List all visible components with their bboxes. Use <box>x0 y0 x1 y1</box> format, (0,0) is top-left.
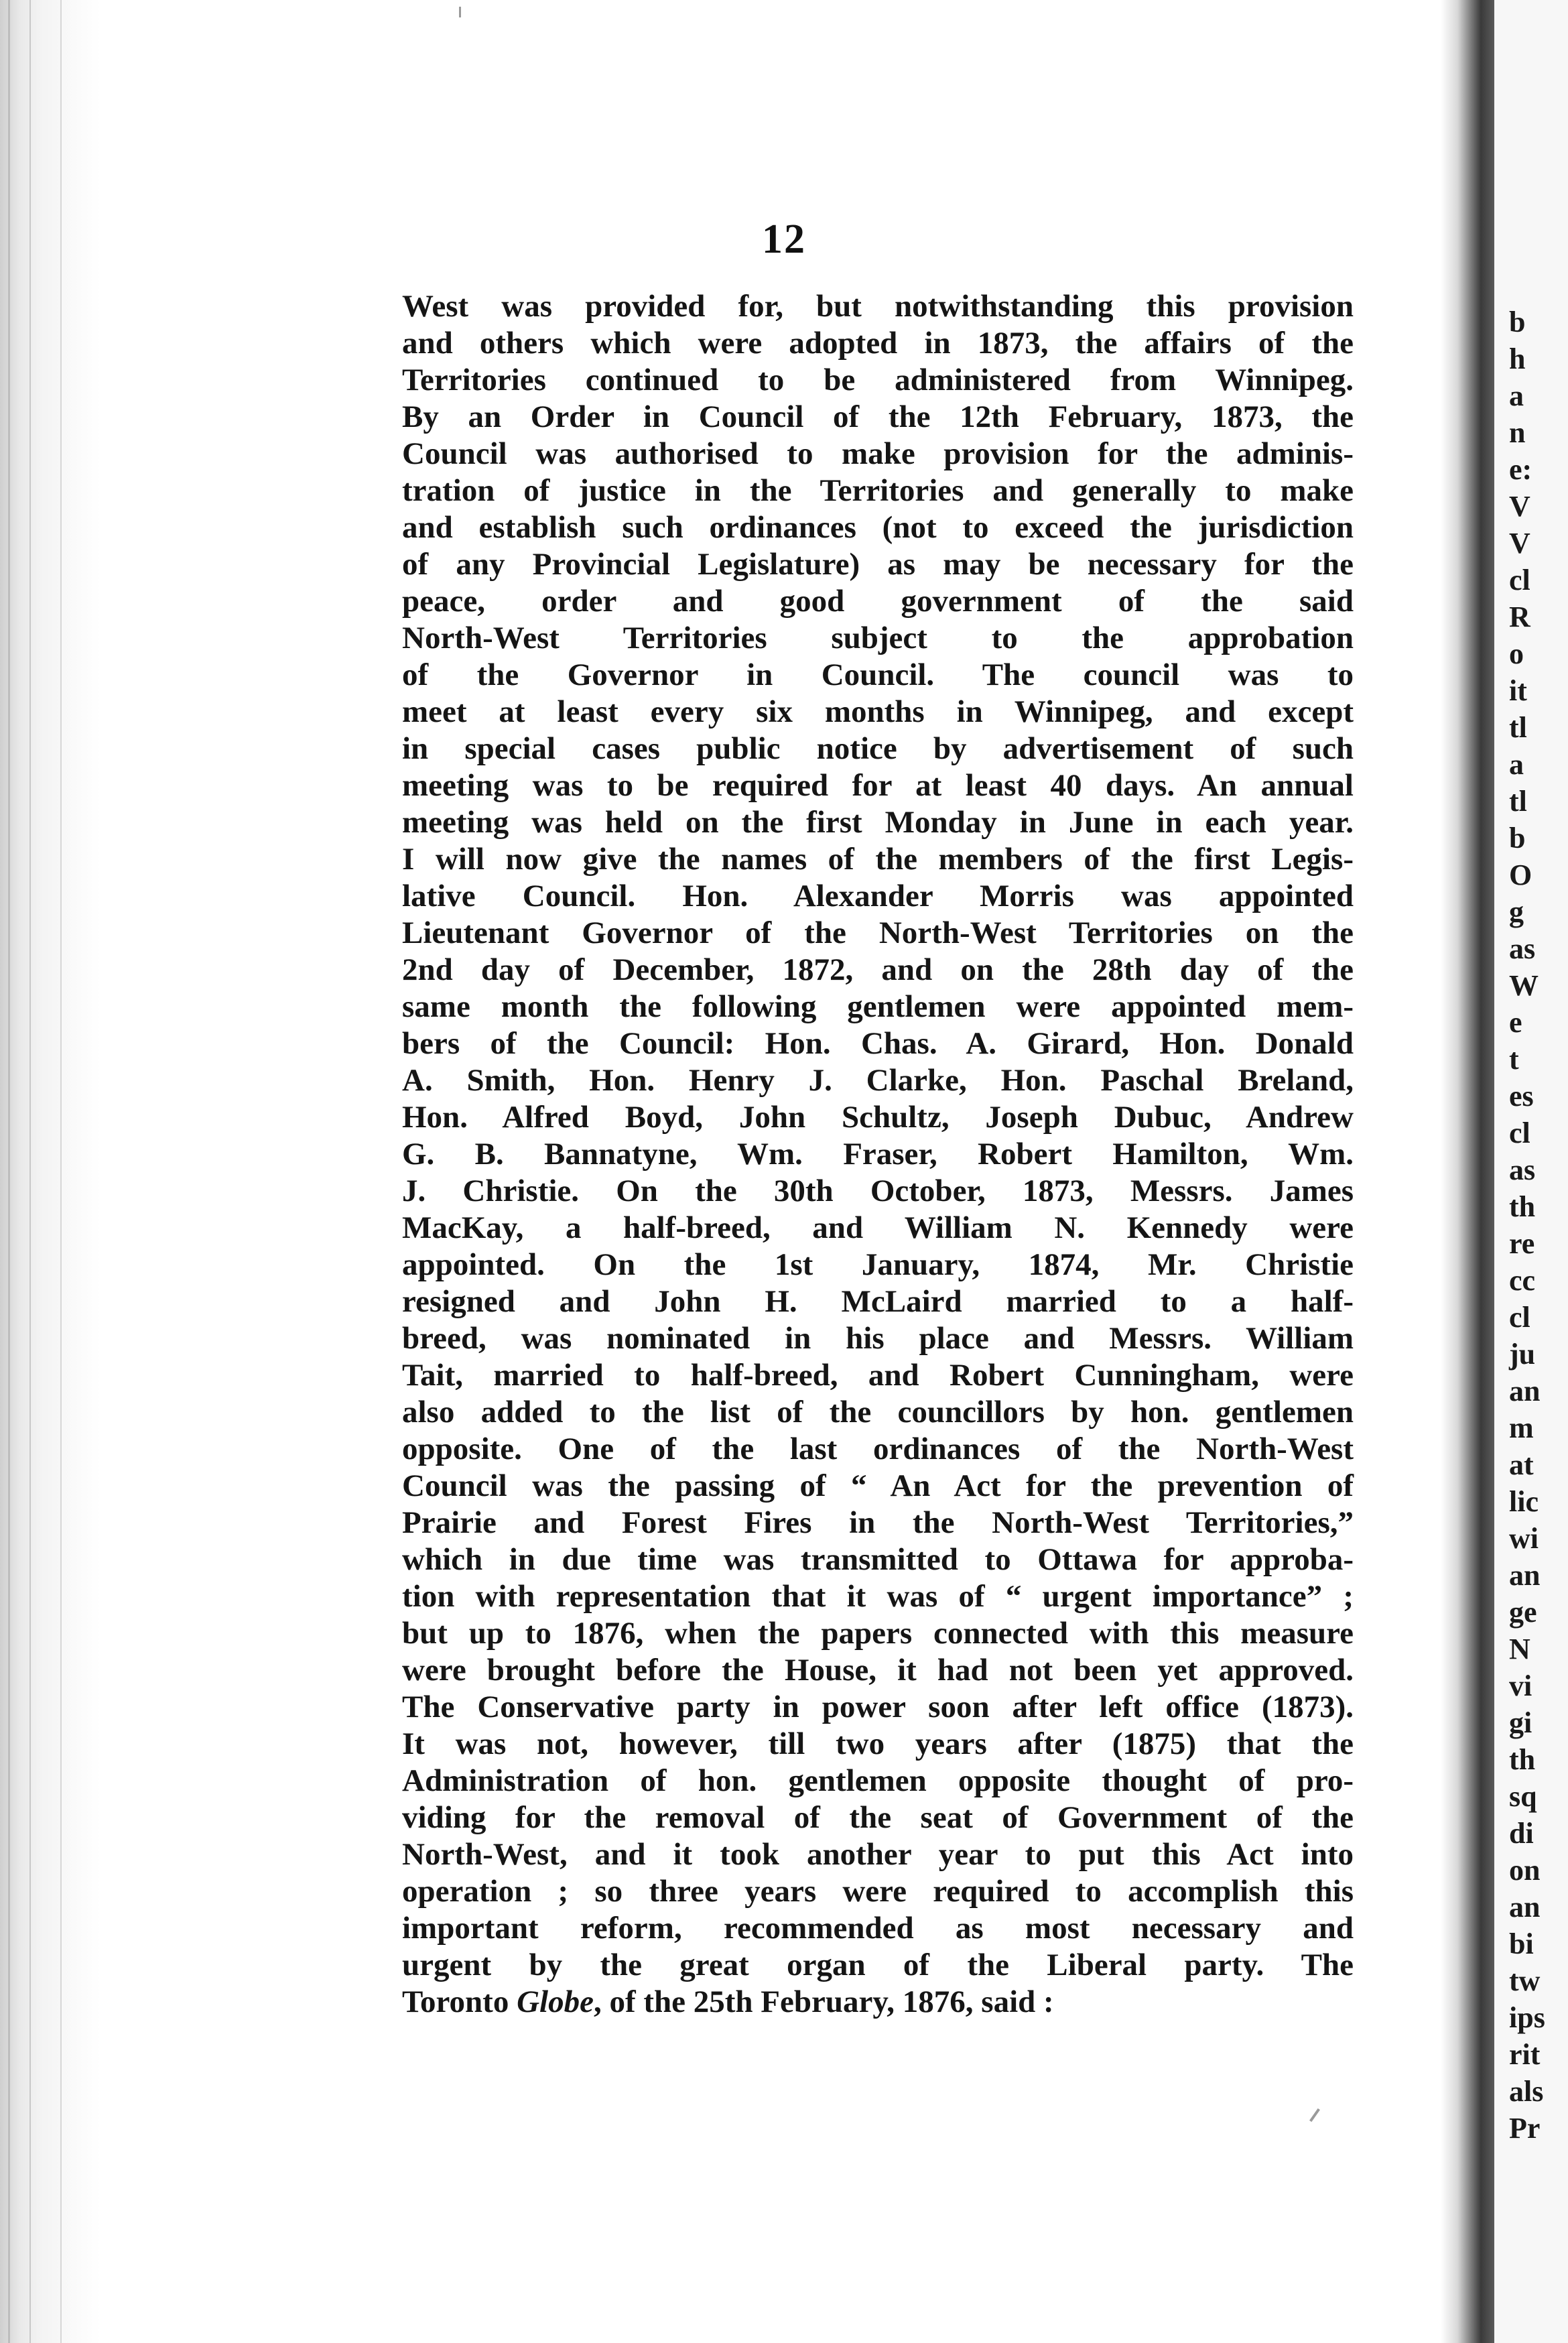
facing-page-fragment: it <box>1509 674 1527 707</box>
text-line: J. Christie. On the 30th October, 1873, Messrs. James <box>402 1174 1354 1208</box>
facing-page-fragment: wi <box>1509 1522 1539 1555</box>
facing-page-fragment: a <box>1509 379 1524 412</box>
facing-page-fragment: cl <box>1509 1301 1530 1334</box>
facing-page-fragment: als <box>1509 2075 1544 2108</box>
text-line: resigned and John H. McLaird married to a half- <box>402 1284 1354 1319</box>
text-line-last <box>402 1984 1354 2021</box>
text-line: A. Smith, Hon. Henry J. Clarke, Hon. Paschal Breland, <box>402 1063 1354 1098</box>
text-line: Council was the passing of “ An Act for the prevention of <box>402 1468 1354 1503</box>
newspaper-title: Globe <box>517 1984 594 2019</box>
text-line: bers of the Council: Hon. Chas. A. Girard, Hon. Donald <box>402 1026 1354 1061</box>
facing-page-fragment: an <box>1509 1559 1541 1592</box>
facing-page-fragment: re <box>1509 1227 1535 1260</box>
facing-page-fragment: ips <box>1509 2001 1545 2034</box>
facing-page-fragment: a <box>1509 748 1524 781</box>
facing-page-fragment: cl <box>1509 1117 1530 1149</box>
facing-page-fragment: V <box>1509 527 1530 560</box>
facing-page-fragment: N <box>1509 1633 1530 1665</box>
facing-page-fragment: at <box>1509 1448 1534 1481</box>
text-line: of any Provincial Legislature) as may be necessary for the <box>402 547 1354 582</box>
facing-page-fragment: ju <box>1509 1338 1536 1371</box>
text-line: meeting was to be required for at least 40 days. An annual <box>402 768 1354 803</box>
text-line: Tait, married to half-breed, and Robert Cunningham, were <box>402 1358 1354 1393</box>
text-line: Prairie and Forest Fires in the North-West Territories,” <box>402 1505 1354 1540</box>
facing-page-fragment: V <box>1509 490 1530 523</box>
text-line: lative Council. Hon. Alexander Morris was appointed <box>402 879 1354 913</box>
text-line: North-West Territories subject to the approbation <box>402 621 1354 655</box>
text-line: tion with representation that it was of “ urgent importance” ; <box>402 1579 1354 1614</box>
text-line: The Conservative party in power soon after left office (1873). <box>402 1690 1354 1724</box>
text-line: operation ; so three years were required to accomplish this <box>402 1874 1354 1909</box>
facing-page-fragment: tw <box>1509 1964 1541 1997</box>
binding-gutter <box>0 0 101 2343</box>
page-fold-shadow <box>1441 0 1494 2343</box>
facing-page-fragment: g <box>1509 895 1524 928</box>
facing-page-fragment: cc <box>1509 1264 1536 1297</box>
facing-page-fragment: Pr <box>1509 2112 1541 2145</box>
facing-page-fragment: h <box>1509 342 1526 375</box>
facing-page-fragment: b <box>1509 822 1526 854</box>
facing-page-fragment: e <box>1509 1006 1522 1039</box>
text-line: viding for the removal of the seat of Government of the <box>402 1800 1354 1835</box>
facing-page-fragment: di <box>1509 1817 1534 1850</box>
text-line: and establish such ordinances (not to exceed the jurisdiction <box>402 510 1354 545</box>
text-line: which in due time was transmitted to Ottawa for approba- <box>402 1542 1354 1577</box>
text-line: and others which were adopted in 1873, the affairs of the <box>402 326 1354 361</box>
scan-speck <box>1309 2108 1320 2122</box>
text-line: same month the following gentlemen were appointed mem- <box>402 989 1354 1024</box>
text-line: Council was authorised to make provision for the adminis- <box>402 436 1354 471</box>
gutter-edge-line <box>8 0 10 2343</box>
text-line: also added to the list of the councillors by hon. gentlemen <box>402 1395 1354 1430</box>
facing-page-fragment: as <box>1509 932 1536 965</box>
facing-page-edge <box>1494 0 1568 2343</box>
text-line: of the Governor in Council. The council was to <box>402 657 1354 692</box>
facing-page-fragment: n <box>1509 416 1526 449</box>
text-line: Territories continued to be administered from Winnipeg. <box>402 363 1354 397</box>
facing-page-fragment: vi <box>1509 1669 1532 1702</box>
text-line: meeting was held on the first Monday in June in each year. <box>402 805 1354 840</box>
gutter-edge-line <box>29 0 31 2343</box>
facing-page-fragment: an <box>1509 1375 1541 1407</box>
text-line: appointed. On the 1st January, 1874, Mr. Christie <box>402 1247 1354 1282</box>
text-line: North-West, and it took another year to put this Act into <box>402 1837 1354 1872</box>
facing-page-fragment: m <box>1509 1411 1534 1444</box>
text-line: 2nd day of December, 1872, and on the 28th day of the <box>402 952 1354 987</box>
facing-page-fragment: bi <box>1509 1927 1534 1960</box>
body-text <box>402 288 1354 2021</box>
facing-page-fragment: es <box>1509 1080 1534 1113</box>
text-segment: , of the 25th February, 1876, said : <box>593 1984 1054 2019</box>
facing-page-fragment: th <box>1509 1743 1536 1776</box>
facing-page-fragment: e: <box>1509 453 1532 486</box>
facing-page-fragment: rit <box>1509 2038 1541 2071</box>
text-line: important reform, recommended as most necessary and <box>402 1911 1354 1946</box>
facing-page-fragment: b <box>1509 306 1526 338</box>
facing-page-fragment: sq <box>1509 1780 1537 1813</box>
facing-page-fragment: lic <box>1509 1485 1539 1518</box>
facing-page-fragment: gi <box>1509 1706 1532 1739</box>
text-segment: Toronto <box>402 1984 517 2019</box>
facing-page-fragment: on <box>1509 1854 1541 1887</box>
text-line: peace, order and good government of the said <box>402 584 1354 619</box>
facing-page-fragment: o <box>1509 637 1524 670</box>
text-line: urgent by the great organ of the Liberal party. The <box>402 1948 1354 1982</box>
facing-page-fragment: R <box>1509 600 1530 633</box>
text-line: Lieutenant Governor of the North-West Territories on the <box>402 915 1354 950</box>
text-line: It was not, however, till two years after (1875) that the <box>402 1726 1354 1761</box>
text-line: MacKay, a half-breed, and William N. Kennedy were <box>402 1210 1354 1245</box>
facing-page-fragment: cl <box>1509 564 1530 596</box>
text-line: opposite. One of the last ordinances of the North-West <box>402 1432 1354 1466</box>
gutter-edge-line <box>60 0 62 2343</box>
text-line: were brought before the House, it had not been yet approved. <box>402 1653 1354 1688</box>
text-line: but up to 1876, when the papers connected with this measure <box>402 1616 1354 1651</box>
facing-page-fragment: tl <box>1509 711 1527 744</box>
text-line: Hon. Alfred Boyd, John Schultz, Joseph Dubuc, Andrew <box>402 1100 1354 1135</box>
text-line: tration of justice in the Territories and generally to make <box>402 473 1354 508</box>
facing-page-fragment: ge <box>1509 1596 1537 1629</box>
page-number: 12 <box>762 216 806 262</box>
text-line: in special cases public notice by advertisement of such <box>402 731 1354 766</box>
facing-page-fragment: tl <box>1509 785 1527 818</box>
text-line: I will now give the names of the members of the first Legis- <box>402 842 1354 877</box>
text-line: West was provided for, but notwithstanding this provision <box>402 289 1354 324</box>
text-line: By an Order in Council of the 12th February, 1873, the <box>402 399 1354 434</box>
facing-page-fragment: th <box>1509 1190 1536 1223</box>
text-line: meet at least every six months in Winnipeg, and except <box>402 694 1354 729</box>
text-line: Administration of hon. gentlemen opposite thought of pro- <box>402 1763 1354 1798</box>
facing-page-fragment: W <box>1509 969 1539 1002</box>
text-line: breed, was nominated in his place and Messrs. William <box>402 1321 1354 1356</box>
facing-page-fragment: t <box>1509 1043 1519 1076</box>
facing-page-fragment: O <box>1509 859 1532 891</box>
scan-speck <box>459 7 461 17</box>
text-line: G. B. Bannatyne, Wm. Fraser, Robert Hamilton, Wm. <box>402 1137 1354 1172</box>
facing-page-fragment: an <box>1509 1891 1541 1923</box>
facing-page-fragment: as <box>1509 1153 1536 1186</box>
